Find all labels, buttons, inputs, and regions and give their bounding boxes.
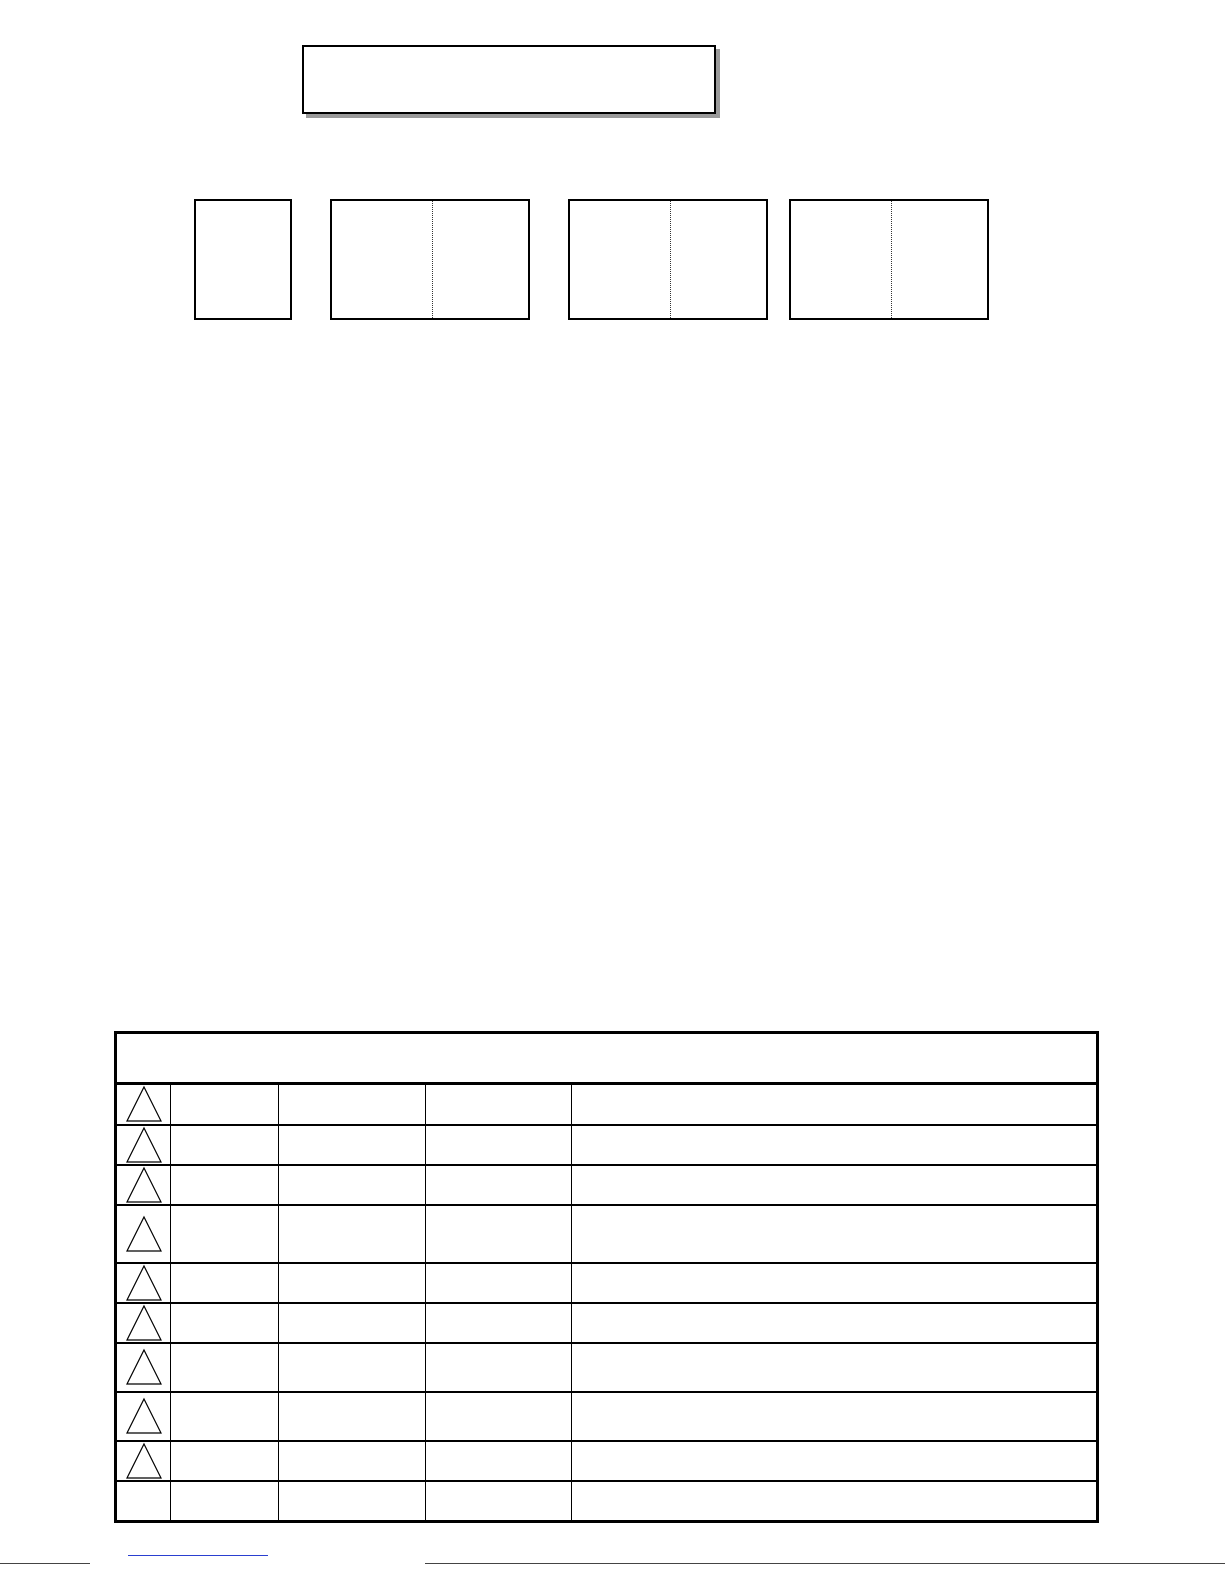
revision-marker-cell [116, 1165, 171, 1205]
panel-3 [568, 199, 768, 320]
revision-cell [572, 1084, 1098, 1125]
panel-divider [432, 201, 433, 318]
revision-cell [171, 1481, 279, 1522]
revision-cell [171, 1084, 279, 1125]
revision-cell [426, 1084, 572, 1125]
revision-cell [279, 1125, 426, 1165]
triangle-icon [125, 1264, 163, 1302]
document-title-box [302, 45, 716, 114]
revision-cell [572, 1263, 1098, 1303]
revision-row [116, 1481, 1098, 1522]
revision-row [116, 1303, 1098, 1343]
revision-cell [171, 1303, 279, 1343]
revision-cell [171, 1205, 279, 1263]
revision-row [116, 1125, 1098, 1165]
panel-1 [194, 199, 292, 320]
revision-cell [279, 1084, 426, 1125]
revision-marker-cell [116, 1343, 171, 1392]
revision-cell [171, 1165, 279, 1205]
footer-rule [0, 1563, 90, 1564]
revision-row [116, 1084, 1098, 1125]
revision-marker-cell [116, 1481, 171, 1522]
triangle-icon [125, 1348, 163, 1386]
triangle-icon [125, 1126, 163, 1164]
revision-cell [572, 1441, 1098, 1481]
revision-cell [171, 1392, 279, 1441]
revision-cell [572, 1343, 1098, 1392]
revision-cell [426, 1392, 572, 1441]
revision-row [116, 1343, 1098, 1392]
triangle-icon [125, 1085, 163, 1123]
revision-cell [279, 1303, 426, 1343]
triangle-icon [125, 1304, 163, 1342]
revision-cell [572, 1205, 1098, 1263]
triangle-icon [125, 1215, 163, 1253]
revision-cell [279, 1165, 426, 1205]
revision-marker-cell [116, 1125, 171, 1165]
revision-cell [171, 1441, 279, 1481]
revision-table-header [116, 1033, 1098, 1084]
footer-link-underline [128, 1555, 268, 1556]
revision-cell [572, 1125, 1098, 1165]
footer-rule [425, 1563, 1225, 1564]
panel-2 [330, 199, 530, 320]
revision-row [116, 1441, 1098, 1481]
panel-divider [891, 201, 892, 318]
panel-divider [670, 201, 671, 318]
revision-cell [171, 1125, 279, 1165]
triangle-icon [125, 1442, 163, 1480]
revision-table [114, 1031, 1099, 1523]
revision-row [116, 1165, 1098, 1205]
revision-cell [279, 1205, 426, 1263]
triangle-icon [125, 1166, 163, 1204]
revision-cell [572, 1165, 1098, 1205]
revision-cell [572, 1481, 1098, 1522]
revision-cell [426, 1125, 572, 1165]
revision-marker-cell [116, 1303, 171, 1343]
revision-cell [279, 1392, 426, 1441]
revision-marker-cell [116, 1205, 171, 1263]
revision-marker-cell [116, 1263, 171, 1303]
revision-cell [279, 1263, 426, 1303]
revision-cell [426, 1205, 572, 1263]
revision-row [116, 1263, 1098, 1303]
revision-row [116, 1205, 1098, 1263]
revision-cell [171, 1343, 279, 1392]
revision-cell [572, 1303, 1098, 1343]
revision-row [116, 1392, 1098, 1441]
revision-marker-cell [116, 1084, 171, 1125]
revision-cell [279, 1441, 426, 1481]
revision-cell [426, 1441, 572, 1481]
panel-4 [789, 199, 989, 320]
revision-cell [426, 1481, 572, 1522]
revision-marker-cell [116, 1441, 171, 1481]
revision-marker-cell [116, 1392, 171, 1441]
revision-cell [279, 1343, 426, 1392]
triangle-icon [125, 1397, 163, 1435]
revision-cell [171, 1263, 279, 1303]
revision-cell [426, 1343, 572, 1392]
revision-cell [572, 1392, 1098, 1441]
revision-cell [426, 1263, 572, 1303]
revision-cell [279, 1481, 426, 1522]
revision-cell [426, 1165, 572, 1205]
revision-cell [426, 1303, 572, 1343]
